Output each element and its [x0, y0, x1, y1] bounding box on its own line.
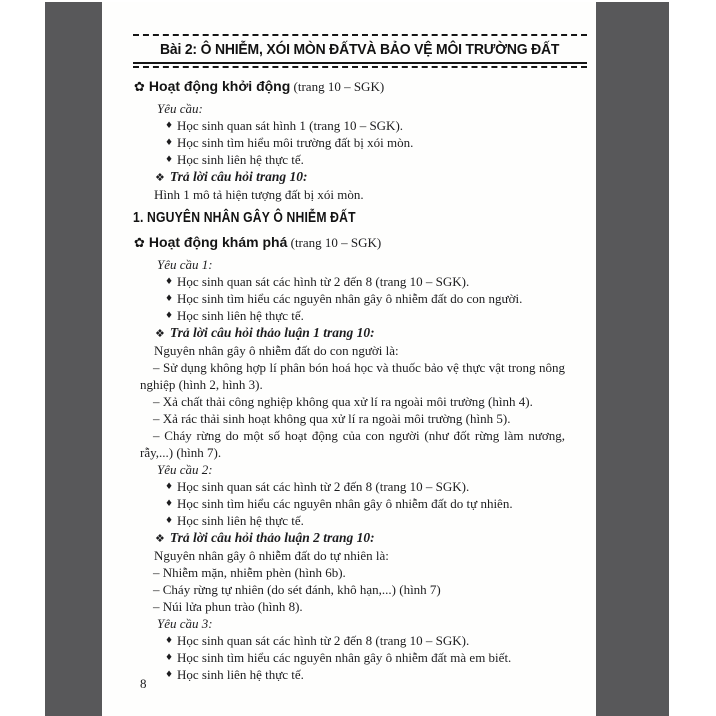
dash-item: – Cháy rừng do một số hoạt động của con người (như đốt rừng làm nương, rẫy,...) (hình 7).: [140, 428, 565, 460]
activity-heading: [134, 76, 565, 98]
diamond-bullet-icon: ♦: [165, 154, 174, 165]
answer-diamond-icon: ❖: [155, 171, 165, 184]
dash-item: – Nhiễm mặn, nhiễm phèn (hình 6b).: [153, 565, 346, 580]
paragraph: Nguyên nhân gây ô nhiễm đất do tự nhiên là:: [154, 548, 389, 563]
bullet-item: [140, 632, 565, 649]
answer-heading-text: Trả lời câu hỏi thảo luận 2 trang 10:: [169, 530, 375, 545]
flower-icon: ✿: [134, 236, 145, 251]
diamond-bullet-icon: ♦: [165, 515, 174, 526]
diamond-bullet-icon: ♦: [165, 635, 174, 646]
diamond-bullet-icon: ♦: [165, 276, 174, 287]
bullet-text: Học sinh tìm hiểu các nguyên nhân gây ô nhiễm đất do tự nhiên.: [177, 496, 513, 511]
requirement-label: Yêu cầu 1:: [157, 257, 213, 272]
bullet-item: [140, 307, 565, 324]
bullet-item: [140, 117, 565, 134]
diamond-bullet-icon: ♦: [165, 669, 174, 680]
diamond-bullet-icon: ♦: [165, 293, 174, 304]
lesson-title-box: [133, 34, 587, 64]
section-heading: [133, 207, 565, 229]
requirement-label: Yêu cầu:: [157, 101, 203, 116]
page-number: 8: [140, 676, 147, 691]
dash-item: – Xả rác thải sinh hoạt không qua xử lí ra ngoài môi trường (hình 5).: [153, 411, 511, 426]
flower-icon: ✿: [134, 80, 145, 95]
answer-diamond-icon: ❖: [155, 532, 165, 545]
bullet-text: Học sinh liên hệ thực tế.: [177, 152, 304, 167]
diamond-bullet-icon: ♦: [165, 481, 174, 492]
bullet-item: [140, 666, 565, 683]
diamond-bullet-icon: ♦: [165, 498, 174, 509]
lesson-title: Bài 2: Ô NHIỄM, XÓI MÒN ĐẤTVÀ BẢO VỆ MÔI TRƯỜNG ĐẤT: [160, 41, 560, 58]
activity-heading-suffix: (trang 10 – SGK): [287, 235, 382, 250]
dash-item: – Núi lửa phun trào (hình 8).: [153, 599, 303, 614]
bullet-text: Học sinh quan sát các hình từ 2 đến 8 (trang 10 – SGK).: [177, 479, 470, 494]
bullet-item: [140, 290, 565, 307]
dash-item: – Sử dụng không hợp lí phân bón hoá học và thuốc bảo vệ thực vật trong nông nghiệp (hình 2, hình 3).: [140, 360, 565, 392]
dash-item: – Xả chất thải công nghiệp không qua xử lí ra ngoài môi trường (hình 4).: [153, 394, 533, 409]
paragraph: Nguyên nhân gây ô nhiễm đất do con người là:: [154, 343, 399, 358]
diamond-bullet-icon: ♦: [165, 120, 174, 131]
bullet-item: [140, 134, 565, 151]
activity-heading-label: Hoạt động khởi động: [148, 78, 291, 94]
requirement-label: Yêu cầu 2:: [157, 462, 213, 477]
activity-heading-label: Hoạt động khám phá: [148, 234, 288, 250]
bullet-text: Học sinh quan sát các hình từ 2 đến 8 (trang 10 – SGK).: [177, 274, 470, 289]
answer-heading-text: Trả lời câu hỏi trang 10:: [169, 169, 308, 184]
bullet-text: Học sinh tìm hiểu môi trường đất bị xói mòn.: [177, 135, 414, 150]
bullet-text: Học sinh tìm hiểu các nguyên nhân gây ô nhiễm đất do con người.: [177, 291, 523, 306]
answer-heading-text: Trả lời câu hỏi thảo luận 1 trang 10:: [169, 325, 375, 340]
requirement-label: Yêu cầu 3:: [157, 616, 213, 631]
answer-heading: [155, 529, 565, 547]
bullet-item: [140, 478, 565, 495]
page-body: [133, 76, 565, 683]
bullet-text: Học sinh quan sát các hình từ 2 đến 8 (trang 10 – SGK).: [177, 633, 470, 648]
answer-heading: [155, 324, 565, 342]
activity-heading-suffix: (trang 10 – SGK): [290, 79, 385, 94]
bullet-item: [140, 495, 565, 512]
diamond-bullet-icon: ♦: [165, 310, 174, 321]
page-content: [133, 34, 587, 683]
bullet-item: [140, 151, 565, 168]
bullet-text: Học sinh liên hệ thực tế.: [177, 308, 304, 323]
paragraph: Hình 1 mô tả hiện tượng đất bị xói mòn.: [154, 187, 364, 202]
bullet-item: [140, 649, 565, 666]
diamond-bullet-icon: ♦: [165, 137, 174, 148]
bullet-item: [140, 273, 565, 290]
title-rule: [133, 66, 587, 68]
answer-heading: [155, 168, 565, 186]
dash-item: – Cháy rừng tự nhiên (do sét đánh, khô hạn,...) (hình 7): [153, 582, 441, 597]
book-page: [102, 2, 596, 716]
bullet-text: Học sinh liên hệ thực tế.: [177, 667, 304, 682]
section-heading-text: 1. NGUYÊN NHÂN GÂY Ô NHIỄM ĐẤT: [133, 210, 356, 226]
bullet-item: [140, 512, 565, 529]
bullet-text: Học sinh tìm hiểu các nguyên nhân gây ô nhiễm đất mà em biết.: [177, 650, 512, 665]
bullet-text: Học sinh quan sát hình 1 (trang 10 – SGK).: [177, 118, 404, 133]
bullet-text: Học sinh liên hệ thực tế.: [177, 513, 304, 528]
diamond-bullet-icon: ♦: [165, 652, 174, 663]
activity-heading: [134, 232, 565, 254]
scanned-page-photo: [45, 2, 669, 716]
answer-diamond-icon: ❖: [155, 327, 165, 340]
